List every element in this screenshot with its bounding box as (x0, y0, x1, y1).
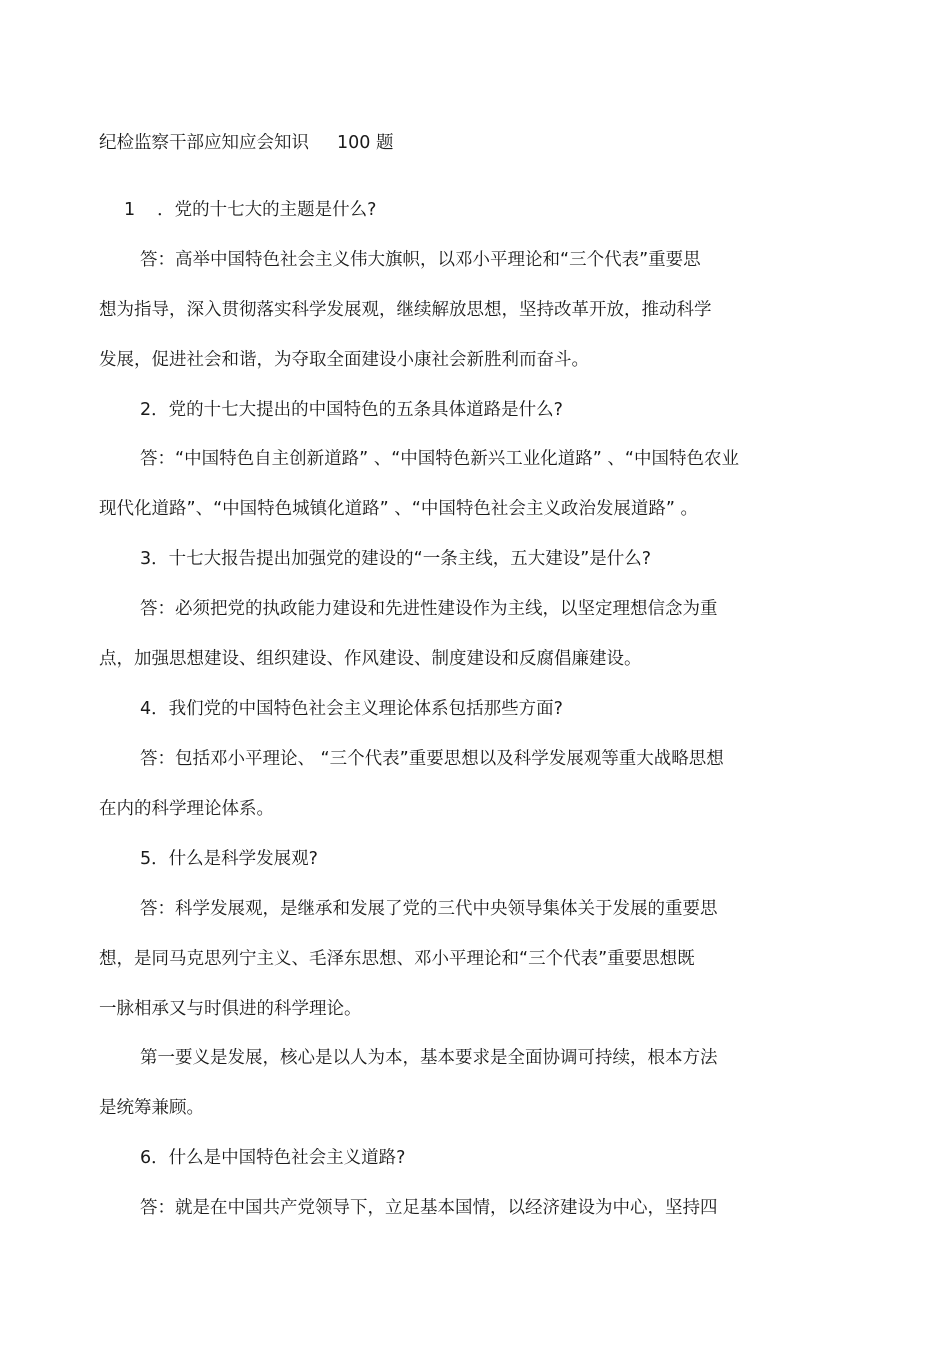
answer-5-line-2: 想，是同马克思列宁主义、毛泽东思想、邓小平理论和“三个代表”重要思想既 (99, 949, 695, 969)
answer-1-line-2: 想为指导，深入贯彻落实科学发展观，继续解放思想，坚持改革开放，推动科学 (99, 300, 712, 320)
answer-2-line-1: 答：“中国特色自主创新道路” 、“中国特色新兴工业化道路” 、“中国特色农业 (140, 449, 739, 469)
answer-5-line-5: 是统筹兼顾。 (99, 1098, 204, 1118)
question-1-text: ．党的十七大的主题是什么? (157, 200, 377, 220)
answer-4-line-2: 在内的科学理论体系。 (99, 799, 274, 819)
answer-3-line-1: 答：必须把党的执政能力建设和先进性建设作为主线，以坚定理想信念为重 (140, 599, 718, 619)
question-2: 2．党的十七大提出的中国特色的五条具体道路是什么? (140, 400, 563, 420)
title-text: 纪检监察干部应知应会知识 (99, 133, 309, 153)
answer-6-line-1: 答：就是在中国共产党领导下，立足基本国情，以经济建设为中心，坚持四 (140, 1198, 718, 1218)
title-count: 100 题 (337, 133, 394, 153)
answer-5-line-4: 第一要义是发展，核心是以人为本，基本要求是全面协调可持续，根本方法 (140, 1048, 718, 1068)
question-1-number: 1 (124, 200, 136, 220)
answer-2-line-2: 现代化道路”、“中国特色城镇化道路” 、“中国特色社会主义政治发展道路” 。 (99, 499, 698, 519)
answer-3-line-2: 点，加强思想建设、组织建设、作风建设、制度建设和反腐倡廉建设。 (99, 649, 642, 669)
answer-5-line-3: 一脉相承又与时俱进的科学理论。 (99, 999, 362, 1019)
question-1 (124, 198, 376, 222)
question-3: 3．十七大报告提出加强党的建设的“一条主线，五大建设”是什么? (140, 549, 652, 569)
answer-5-line-1: 答：科学发展观，是继承和发展了党的三代中央领导集体关于发展的重要思 (140, 899, 718, 919)
answer-4-line-1: 答：包括邓小平理论、 “三个代表”重要思想以及科学发展观等重大战略思想 (140, 749, 724, 769)
question-6: 6．什么是中国特色社会主义道路? (140, 1148, 406, 1168)
question-5: 5．什么是科学发展观? (140, 849, 318, 869)
document-title (99, 131, 393, 155)
answer-1-line-3: 发展，促进社会和谐，为夺取全面建设小康社会新胜利而奋斗。 (99, 350, 589, 370)
question-4: 4．我们党的中国特色社会主义理论体系包括那些方面? (140, 699, 563, 719)
answer-1-line-1: 答：高举中国特色社会主义伟大旗帜，以邓小平理论和“三个代表”重要思 (140, 250, 701, 270)
